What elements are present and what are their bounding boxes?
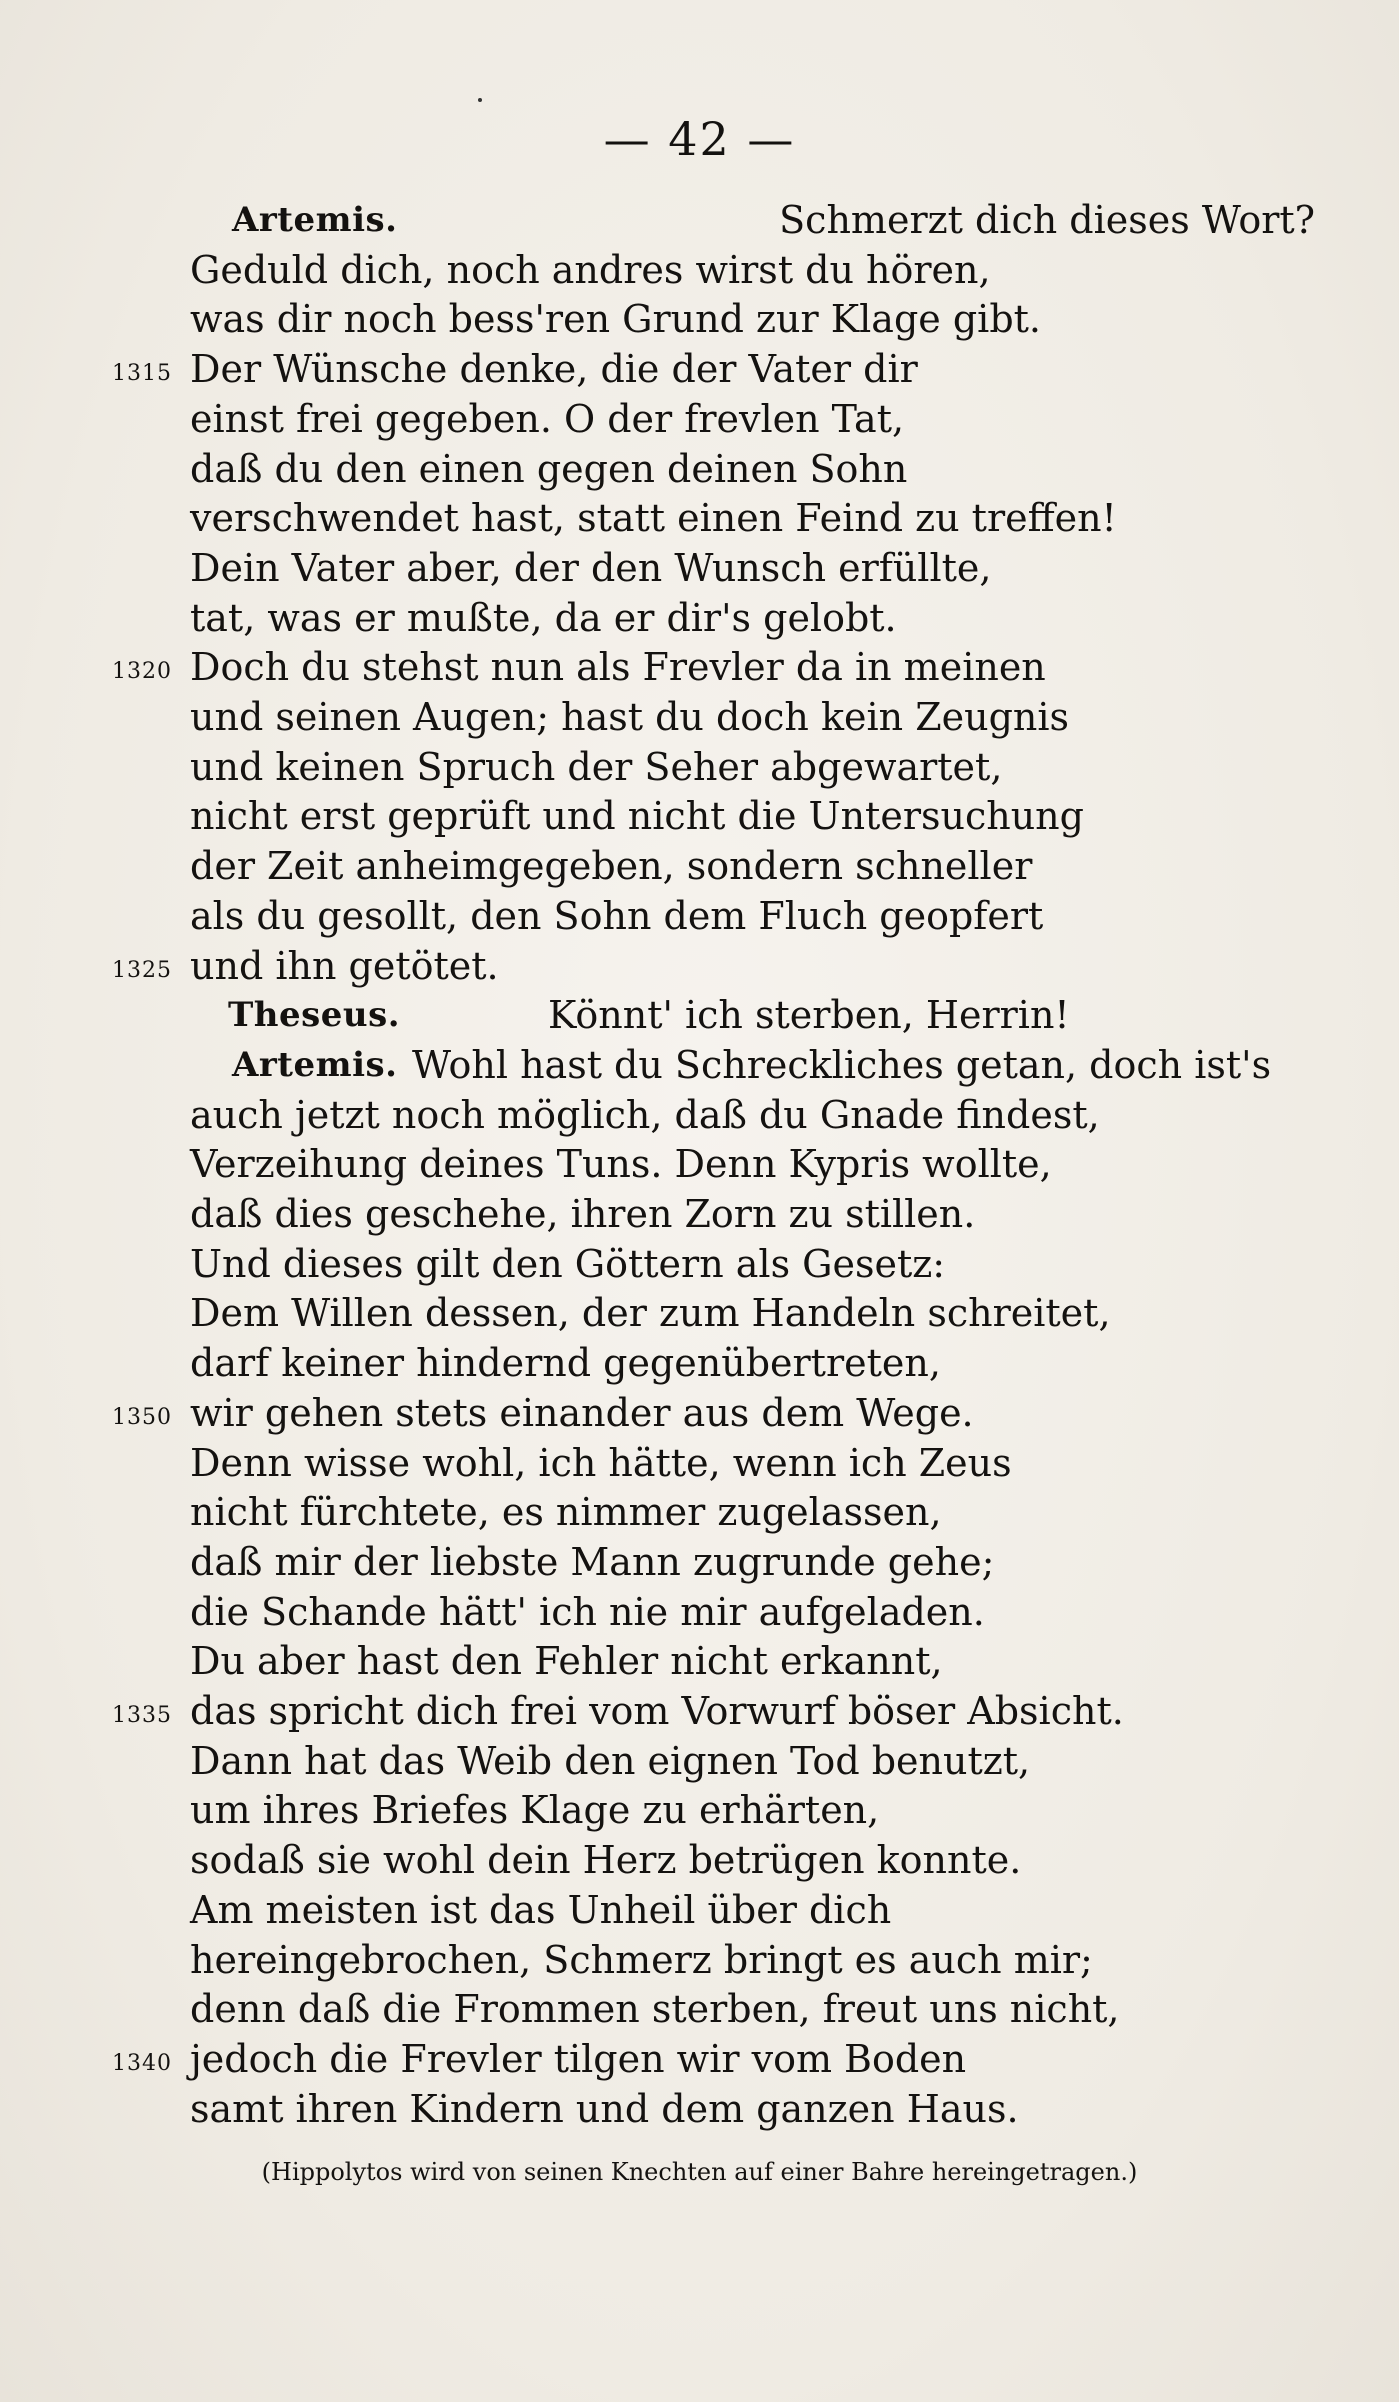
speaker-name: Theseus.	[228, 995, 401, 1036]
verse-line	[0, 792, 1399, 841]
verse-line	[0, 246, 1399, 295]
verse-line	[0, 892, 1399, 941]
verse-line	[0, 1886, 1399, 1935]
verse-text: Schmerzt dich dieses Wort?	[779, 198, 1315, 242]
verse-text: auch jetzt noch möglich, daß du Gnade findest,	[190, 1092, 1100, 1137]
verse-line	[0, 2085, 1399, 2134]
verse-line	[0, 643, 1399, 692]
verse-line	[0, 445, 1399, 494]
verse-line	[0, 345, 1399, 394]
verse-line	[0, 1240, 1399, 1289]
verse-text: daß du den einen gegen deinen Sohn	[190, 446, 908, 491]
verse-line	[0, 1339, 1399, 1388]
ink-speck	[478, 98, 482, 102]
verse-line	[0, 196, 1399, 245]
verse-line	[0, 1786, 1399, 1835]
verse-line	[0, 942, 1399, 991]
verse-line	[0, 1737, 1399, 1786]
verse-line	[0, 494, 1399, 543]
line-number: 1325	[112, 957, 172, 983]
verse-line	[0, 2035, 1399, 2084]
verse-text: denn daß die Frommen sterben, freut uns nicht,	[190, 1987, 1120, 2032]
verse-text: Und dieses gilt den Göttern als Gesetz:	[190, 1241, 946, 1286]
verse-text: Dem Willen dessen, der zum Handeln schreitet,	[190, 1291, 1111, 1336]
verse-text: Geduld dich, noch andres wirst du hören,	[190, 247, 991, 292]
verse-text: sodaß sie wohl dein Herz betrügen konnte.	[190, 1838, 1022, 1883]
verse-line	[0, 1140, 1399, 1189]
verse-line	[0, 693, 1399, 742]
line-number: 1335	[112, 1703, 172, 1728]
verse-text: Am meisten ist das Unheil über dich	[190, 1887, 892, 1932]
verse-line	[0, 1091, 1399, 1140]
verse-text: Dann hat das Weib den eignen Tod benutzt,	[190, 1738, 1031, 1783]
verse-line	[0, 1687, 1399, 1736]
verse-line	[0, 1041, 1399, 1090]
speaker-name: Artemis.	[232, 1044, 398, 1085]
page-number: — 42 —	[603, 112, 796, 166]
verse-text: einst frei gegeben. O der frevlen Tat,	[190, 396, 905, 441]
line-number: 1340	[112, 2050, 172, 2076]
verse-line	[0, 1637, 1399, 1686]
verse-line	[0, 1488, 1399, 1537]
verse-text: Denn wisse wohl, ich hätte, wenn ich Zeus	[190, 1440, 1012, 1485]
verse-text: nicht fürchtete, es nimmer zugelassen,	[190, 1490, 942, 1535]
speaker-name: Artemis.	[232, 200, 398, 240]
verse-text: Dein Vater aber, der den Wunsch erfüllte,	[190, 545, 992, 590]
verse-text: Du aber hast den Fehler nicht erkannt,	[190, 1639, 943, 1684]
verse-text: und keinen Spruch der Seher abgewartet,	[190, 744, 1003, 789]
verse-line	[0, 1439, 1399, 1488]
verse-line	[0, 544, 1399, 593]
verse-text: samt ihren Kindern und dem ganzen Haus.	[190, 2086, 1019, 2131]
verse-text: wir gehen stets einander aus dem Wege.	[190, 1390, 974, 1435]
verse-line	[0, 295, 1399, 344]
verse-line	[0, 395, 1399, 444]
verse-text: nicht erst geprüft und nicht die Untersuchung	[190, 794, 1084, 839]
stage-direction: (Hippolytos wird von seinen Knechten auf einer Bahre hereingetragen.)	[261, 2158, 1138, 2186]
verse-line	[0, 1538, 1399, 1587]
line-number: 1320	[112, 659, 172, 685]
verse-text: darf keiner hindernd gegenübertreten,	[190, 1341, 941, 1386]
verse-line	[0, 743, 1399, 792]
line-number: 1315	[112, 361, 172, 387]
verse-text: verschwendet hast, statt einen Feind zu treffen!	[190, 496, 1117, 541]
verse-text: daß dies geschehe, ihren Zorn zu stillen.	[190, 1192, 976, 1236]
verse-text: Verzeihung deines Tuns. Denn Kypris wollte,	[190, 1142, 1052, 1187]
verse-line	[0, 991, 1399, 1040]
verse-text: Wohl hast du Schreckliches getan, doch ist's	[412, 1042, 1272, 1087]
verse-text: hereingebrochen, Schmerz bringt es auch mir;	[190, 1937, 1093, 1982]
verse-text: daß mir der liebste Mann zugrunde gehe;	[190, 1539, 995, 1584]
verse-line	[0, 1985, 1399, 2034]
verse-text: um ihres Briefes Klage zu erhärten,	[190, 1788, 880, 1833]
verse-line	[0, 1588, 1399, 1637]
verse-text: und ihn getötet.	[190, 943, 499, 988]
verse-text: Der Wünsche denke, die der Vater dir	[190, 347, 918, 392]
verse-line	[0, 1190, 1399, 1239]
verse-text: das spricht dich frei vom Vorwurf böser Absicht.	[190, 1689, 1124, 1733]
verse-line	[0, 1836, 1399, 1885]
verse-line	[0, 1936, 1399, 1985]
verse-line	[0, 1389, 1399, 1438]
verse-text: der Zeit anheimgegeben, sondern schneller	[190, 844, 1033, 889]
verse-line	[0, 594, 1399, 643]
verse-text: jedoch die Frevler tilgen wir vom Boden	[190, 2036, 967, 2081]
verse-text: tat, was er mußte, da er dir's gelobt.	[190, 595, 897, 640]
verse-text: als du gesollt, den Sohn dem Fluch geopfert	[190, 893, 1044, 938]
verse-line	[0, 842, 1399, 891]
verse-text: Doch du stehst nun als Frevler da in meinen	[190, 645, 1046, 690]
line-number: 1350	[112, 1404, 172, 1430]
verse-text: und seinen Augen; hast du doch kein Zeugnis	[190, 695, 1070, 739]
verse-text: Könnt' ich sterben, Herrin!	[548, 993, 1070, 1038]
verse-text: was dir noch bess'ren Grund zur Klage gibt.	[190, 297, 1041, 342]
verse-text: die Schande hätt' ich nie mir aufgeladen.	[190, 1589, 985, 1634]
verse-line	[0, 1289, 1399, 1338]
